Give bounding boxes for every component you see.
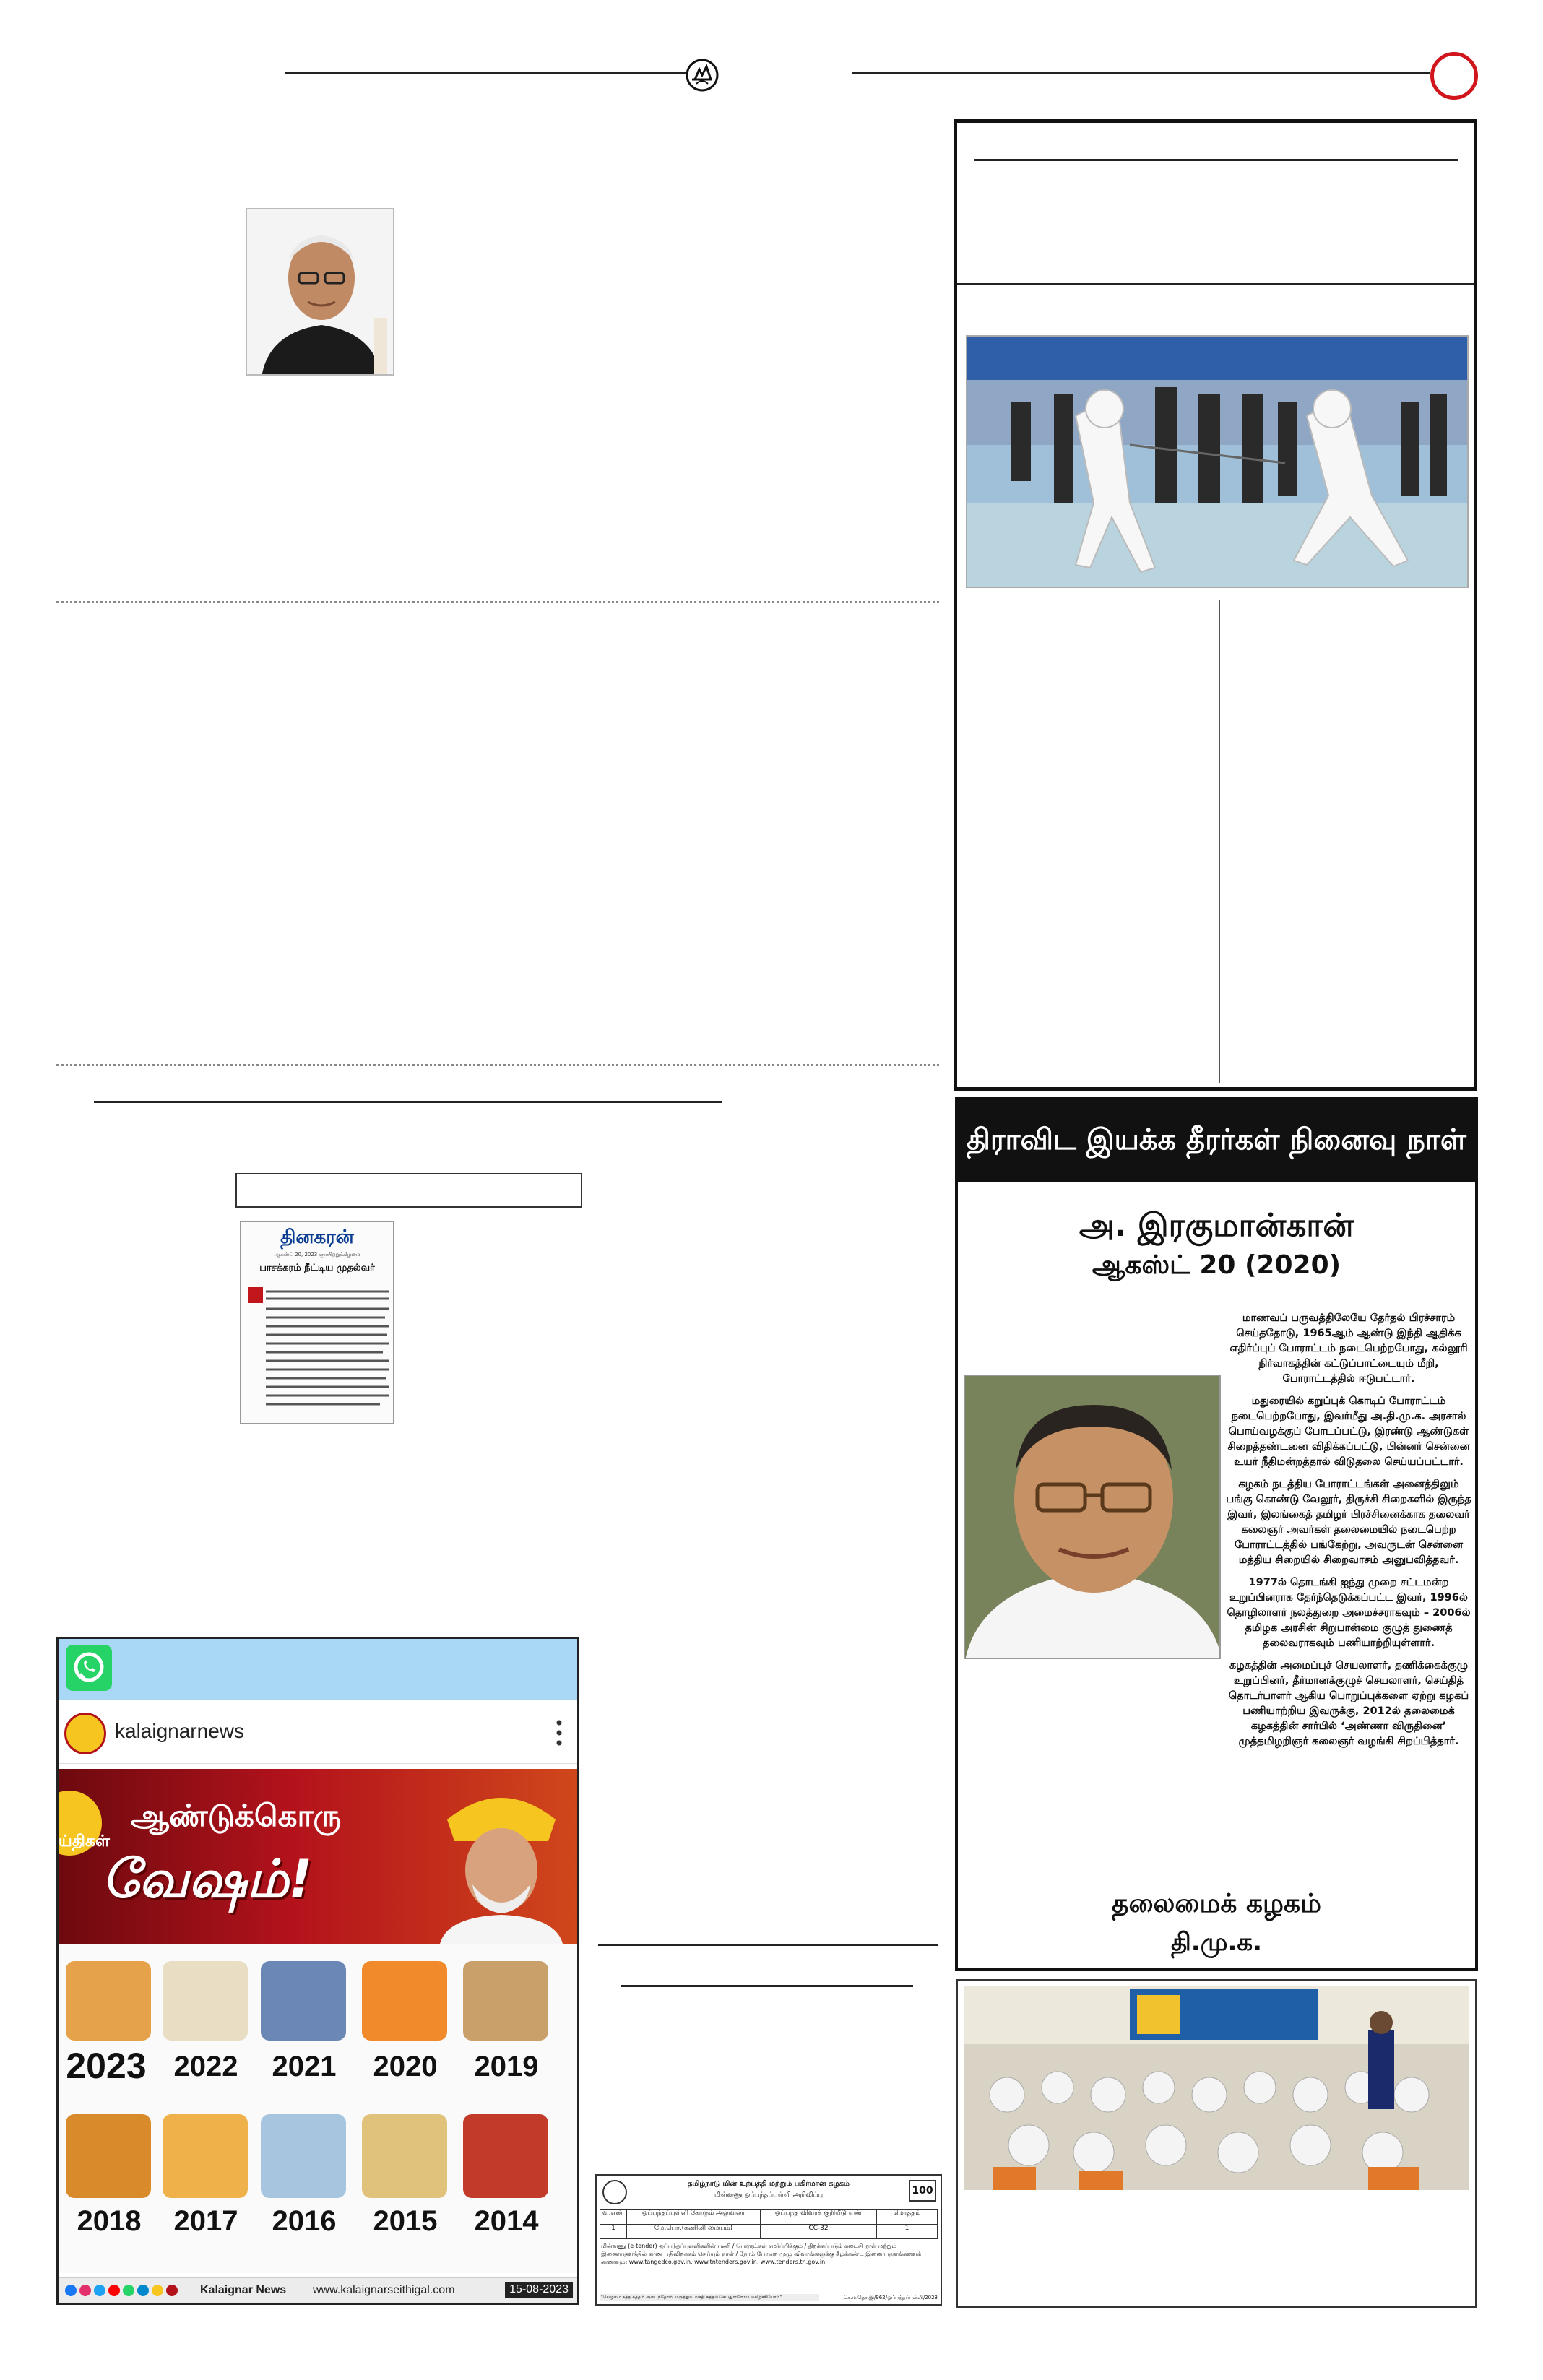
tender-col-header: மொத்தம் xyxy=(893,2210,921,2217)
tender-col-header: ஒப்பந்தப்புள்ளி கோரும் அலுவலர் xyxy=(627,2210,761,2224)
tender-footer-right: செ.ம.தொ.இ/962/ஒப்பந்தப்புள்ளி/2023 xyxy=(843,2295,938,2301)
year-label: 2019 xyxy=(474,2051,539,2082)
post-account-row xyxy=(59,1705,577,1764)
memorial-banner xyxy=(958,1100,1475,1182)
year-label: 2023 xyxy=(66,2046,147,2086)
tender-subheading-rule xyxy=(621,1985,913,1987)
sports-box-divider xyxy=(957,283,1474,285)
portrait-2015 xyxy=(362,2114,447,2198)
account-avatar[interactable] xyxy=(64,1713,106,1754)
tender-heading-rule xyxy=(598,1944,938,1946)
footer-url[interactable]: www.kalaignarseithigal.com xyxy=(313,2284,455,2296)
whatsapp-header-bar xyxy=(59,1639,577,1700)
fencing-match-photo xyxy=(966,335,1469,588)
biography-paragraph: மாணவப் பருவத்திலேயே தேர்தல் பிரச்சாரம் செய்ததோடு, 1965ஆம் ஆண்டு இந்தி ஆதிக்க எதிர்ப்புப் போராட்டம் நடைபெற்றபோது, கல்லூரி நிர்வாகத்தின் கட்டுப்பாட்டையும் மீறி, போராட்டத்தில் ஈடுபட்டார். xyxy=(1229,1312,1468,1385)
tender-title: தமிழ்நாடு மின் உற்பத்தி மற்றும் பகிர்மான கழகம் xyxy=(688,2180,850,2188)
memorial-banner-text: திராவிட இயக்க தீரர்கள் நினைவு நாள் xyxy=(967,1123,1466,1156)
clipping-masthead: தினகரன் xyxy=(280,1226,354,1248)
biography-paragraph: 1977ல் தொடங்கி ஐந்து முறை சட்டமன்ற உறுப்பினராக தேர்ந்தெடுக்கப்பட்ட இவர், 1996ல் தொழிலாளர் நலத்துறை அமைச்சராகவும் – 2006ல் தமிழக அரசின் சிறுபான்மை குழுத் துணைத் தலைவராகவும் பணியாற்றியுள்ளார். xyxy=(1227,1577,1471,1649)
biography-paragraph: கழகத்தின் அமைப்புச் செயலாளர், தணிக்கைக்குழு உறுப்பினர், தீர்மானக்குழுச் செயலாளர், செய்தித் தொடர்பாளர் ஆகிய பொறுப்புக்களை ஏற்று கழகப் பணியாற்றிய இவருக்கு, 2012ல் தலைமைக் கழகத்தின் சார்பில் ‘அண்ணா விருதினை’ முத்தமிழறிஞர் கலைஞர் வழங்கி சிறப்பித்தார். xyxy=(1228,1660,1469,1747)
account-name[interactable]: kalaignarnews xyxy=(115,1720,244,1742)
portrait-2023 xyxy=(66,1961,151,2041)
tender-cell: மே.பொ.(கணினி மையம்) xyxy=(627,2225,761,2238)
memorial-notice xyxy=(955,1097,1478,1971)
tender-footer-left: "செழுமை சுத்த சுத்தம் அடைந்தோம், மருத்துவ வசதி சுத்தம் செய்துள்ளோம் மகிழ்ச்சியோம்" xyxy=(600,2294,819,2301)
poster-left-tag: ய்திகள் xyxy=(59,1832,110,1851)
year-label: 2018 xyxy=(77,2205,142,2237)
masthead-rule-right xyxy=(852,72,1430,74)
poster-title-line1: ஆண்டுக்கொரு xyxy=(131,1798,342,1833)
tender-cell: 1 xyxy=(600,2225,627,2238)
memorial-footer-line2: தி.மு.க. xyxy=(1170,1928,1263,1957)
tender-col-header: வ.எண் xyxy=(600,2210,627,2224)
clipping-headline: பாசக்கரம் நீட்டிய முதல்வர் xyxy=(259,1263,375,1273)
year-label: 2021 xyxy=(272,2051,337,2082)
year-label: 2017 xyxy=(173,2205,238,2237)
party-meeting-photo xyxy=(964,1986,1469,2190)
tender-col-header: ஒப்பந்த விவரக் குறியீடு எண் xyxy=(761,2210,877,2224)
clipping-date: ஆகஸ்ட் 20, 2023 ஞாயிற்றுக்கிழமை xyxy=(274,1252,360,1258)
year-label: 2022 xyxy=(173,2051,238,2082)
tender-cell: CC-32 xyxy=(761,2225,877,2238)
memorial-name: அ. இரகுமான்கான் xyxy=(1079,1207,1354,1244)
tender-notice xyxy=(595,2174,942,2306)
masthead-rule-left xyxy=(285,72,686,74)
newspaper-clipping xyxy=(240,1221,394,1424)
tender-subtitle: மின்னணு ஒப்பந்தப்புள்ளி அறிவிப்பு xyxy=(714,2191,824,2199)
clipping-text-lines xyxy=(266,1289,387,1421)
sports-headline-rule xyxy=(974,159,1458,161)
tender-table xyxy=(600,2209,938,2239)
portrait-2022 xyxy=(163,1961,248,2041)
more-vertical-icon[interactable] xyxy=(556,1718,563,1747)
year-label: 2014 xyxy=(474,2205,539,2237)
whatsapp-icon[interactable] xyxy=(66,1645,112,1691)
poster-leader-portrait xyxy=(433,1776,570,1944)
memorial-footer-line1: தலைமைக் கழகம் xyxy=(1112,1889,1321,1918)
tender-cell: 1 xyxy=(904,2225,909,2232)
rising-sun-emblem-icon xyxy=(685,58,719,92)
portrait-2018 xyxy=(66,2114,151,2198)
portrait-2016 xyxy=(261,2114,346,2198)
biography-paragraph: கழகம் நடத்திய போராட்டங்கள் அனைத்திலும் பங்கு கொண்டு வேலூர், திருச்சி சிறைகளில் இருந்த இவர், இலங்கைத் தமிழர் பிரச்சினைக்காக தலைவர் கலைஞர் அவர்கள் தலைமையில் நடைபெற்ற போராட்டத்தில் பங்கேற்று, அவருடன் சென்னை மத்திய சிறையில் சிறைவாசம் அனுபவித்தவர். xyxy=(1226,1479,1471,1566)
section-divider-bottom xyxy=(56,1064,939,1066)
section-divider-top xyxy=(56,601,939,603)
poster-footer xyxy=(59,2277,577,2303)
portrait-2021 xyxy=(261,1961,346,2041)
tender-logo-icon xyxy=(602,2180,627,2204)
page-number-circle-icon xyxy=(1430,52,1478,100)
article-heading-rule xyxy=(94,1101,722,1103)
caption-box xyxy=(235,1173,582,1208)
biography-paragraph: மதுரையில் கறுப்புக் கொடிப் போராட்டம் நடைபெற்றபோது, இவர்மீது அ.தி.மு.க. அரசால் பொய்வழக்குப் போடப்பட்டு, இரண்டு ஆண்டுகள் சிறைத்தண்டனை விதிக்கப்பட்டு, பின்னர் சென்னை உயர் நீதிமன்றத்தால் விடுதலை செய்யப்பட்டார். xyxy=(1227,1395,1470,1468)
footer-brand: Kalaignar News xyxy=(200,2284,287,2296)
poster-title-line2: வேஷம்! xyxy=(102,1848,313,1909)
year-label: 2016 xyxy=(272,2205,337,2237)
years-grid xyxy=(59,1944,577,2273)
tender-badge: 100 xyxy=(909,2180,936,2202)
portrait-2020 xyxy=(362,1961,447,2041)
portrait-2019 xyxy=(463,1961,548,2041)
memorial-biography xyxy=(1225,1311,1472,1749)
portrait-2014 xyxy=(463,2114,548,2198)
memorial-date: ஆகஸ்ட் 20 (2020) xyxy=(1092,1250,1341,1280)
poster-banner xyxy=(59,1769,577,1944)
whatsapp-post-card xyxy=(56,1637,579,2305)
footer-date: 15-08-2023 xyxy=(505,2282,573,2298)
sports-column-divider xyxy=(1219,600,1220,1083)
meeting-photo-box xyxy=(956,1979,1477,2308)
tender-body: மின்னணு (e-tender) ஒப்பந்தப்புள்ளிகளின் பணி / பொருட்கள் சமர்ப்பிக்கும் / திறக்கப்படும் கடைசி நாள் மற்றும் இணையதளத்தில் காண பதிவிறக்கம் செய்யும் நாள் / நேரம் போன்ற முழு விவரங்களுக்கு கீழ்க்கண்ட இணையதளங்களைக் காணவும்: www.tangedco.gov.in, www.tntenders.gov.in, www.tenders.tn.gov.in xyxy=(601,2243,921,2265)
portrait-2017 xyxy=(163,2114,248,2198)
social-icons-row xyxy=(64,2284,194,2301)
sports-story-box xyxy=(954,119,1477,1091)
author-portrait-photo xyxy=(246,208,394,376)
memorial-portrait-photo xyxy=(964,1375,1221,1659)
year-label: 2020 xyxy=(373,2051,438,2082)
year-label: 2015 xyxy=(373,2205,438,2237)
